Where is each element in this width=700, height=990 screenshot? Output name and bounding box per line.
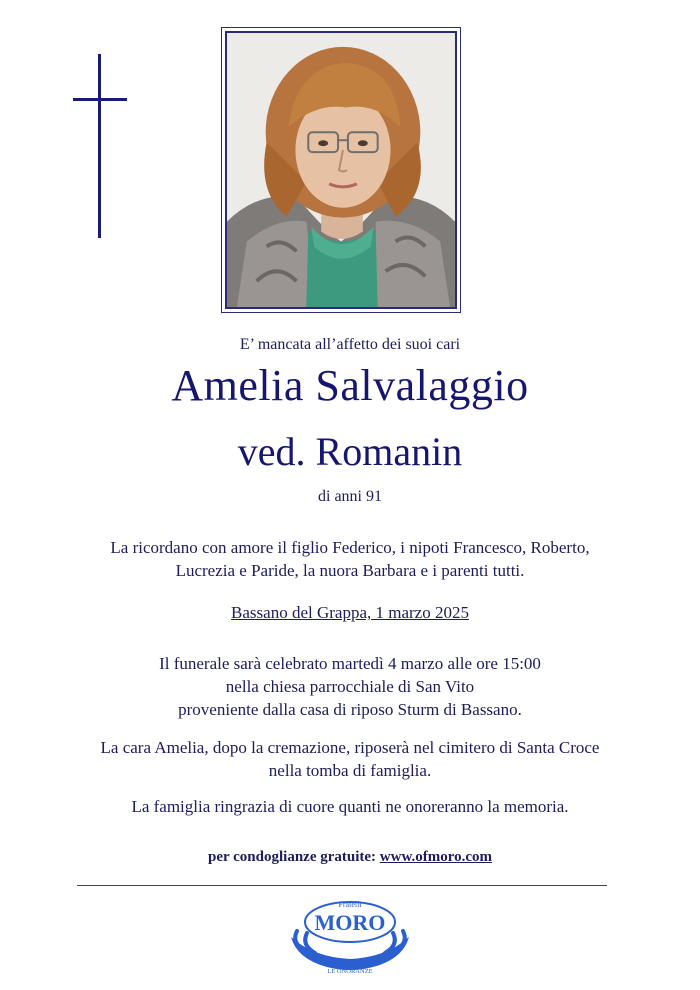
funeral-paragraph — [0, 652, 700, 721]
moro-logo — [283, 895, 417, 975]
burial-paragraph — [0, 736, 700, 782]
condolences-line — [0, 849, 700, 866]
thanks-text: La famiglia ringrazia di cuore quanti ne onoreranno la memoria. — [131, 797, 569, 816]
condolences-link[interactable]: www.ofmoro.com — [379, 849, 492, 865]
intro-text: E’ mancata all’affetto dei suoi cari — [239, 336, 461, 353]
funeral-line: nella chiesa parrocchiale di San Vito — [225, 677, 475, 696]
family-line: Lucrezia e Paride, la nuora Barbara e i parenti tutti. — [175, 561, 525, 580]
divider-line — [77, 885, 607, 886]
cross-icon — [73, 54, 127, 238]
logo-main-text: MORO — [314, 910, 386, 935]
place-date — [0, 603, 700, 623]
logo-bottom-text: LE ONORANZE — [327, 968, 373, 975]
burial-line: nella tomba di famiglia. — [268, 761, 432, 780]
deceased-name: Amelia Salvalaggio — [171, 361, 529, 410]
burial-line: La cara Amelia, dopo la cremazione, riposerà nel cimitero di Santa Croce — [100, 738, 600, 757]
age-text: di anni 91 — [318, 488, 382, 505]
condolences-label: per condoglianze gratuite: — [208, 849, 377, 865]
portrait-photo-frame — [221, 27, 461, 313]
family-line: La ricordano con amore il figlio Federico, i nipoti Francesco, Roberto, — [110, 538, 590, 557]
widow-name: ved. Romanin — [237, 429, 463, 474]
place-date-text: Bassano del Grappa, 1 marzo 2025 — [231, 603, 469, 622]
family-paragraph — [0, 536, 700, 582]
funeral-line: proveniente dalla casa di riposo Sturm di Bassano. — [178, 700, 522, 719]
portrait-photo — [225, 31, 457, 309]
funeral-line: Il funerale sarà celebrato martedì 4 marzo alle ore 15:00 — [159, 654, 541, 673]
logo-top-text: Fratelli — [338, 900, 362, 909]
